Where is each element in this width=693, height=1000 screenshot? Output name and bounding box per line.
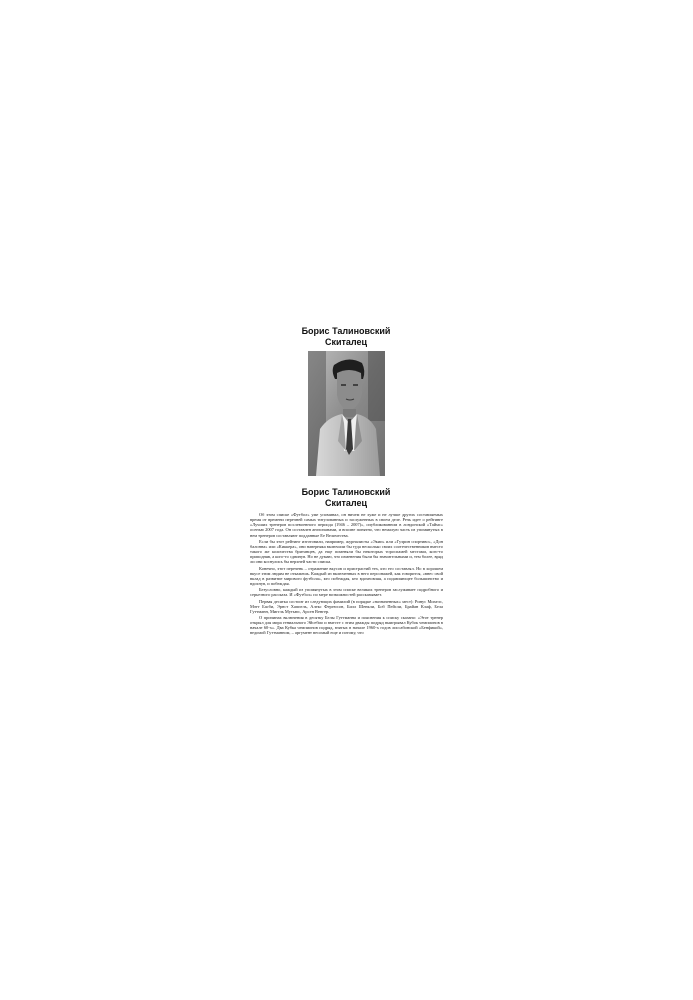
article-paragraph: Если бы этот рейтинг изготовили, например, журналисты «Экип» или «Гуэрин спортиво», «Дон балонна» или «Киккера», они наверняка включили бы туда несколько своих соотечественников вместо такого же количества британцев, да еще поменяли бы некоторых тороспамей местами, кого-то приподняв, а кого-то сдвинув. Но не думаю, что изменения были бы значительными и, тем более, вряд ли они коснулись бы верхней части списка. (250, 538, 443, 565)
caption-title: Скиталец (324, 498, 368, 508)
portrait-photo (308, 351, 385, 476)
article-paragraph: Об этом списке «Футбол» уже упоминал, он ничем не хуже и не лучше других составляемых время от времени перечней самых титулованных и заслуженных в своем деле. Речь идет о рейтинге «Лучших тренеров послевоенного периода (1946 – 2007)», опубликованном в лондонской «Таймс» осенью 2007 года. Он составлен англичанами, и вполне понятно, что немалую часть из упомянутых в нем тренеров составляют подданные Ее Величества. (250, 512, 443, 538)
caption-author: Борис Талиновский (301, 487, 391, 497)
article-paragraph: Безусловно, каждый из упомянутых в этом списке великих тренеров заслуживает подробного и серьезного рассказа. И «Футбол» по мере возможностей рассказывает. (250, 587, 443, 598)
header-author: Борис Талиновский (301, 326, 391, 336)
article-paragraph: О причинах включения в десятку Белы Гуттманна и пояснения к списку сказано: «Этот тренер открыл для мира гениального Эйсебио и вместе с этим дважды подряд выигрывал Кубок чемпионов в начале 60-х». Два Кубка чемпионов подряд, взятых в начале 1960-х годов лиссабонской «Бенфикой», ведомой Гуттманном, – аргумент весомый еще и потому, что (250, 614, 443, 636)
article-paragraph: Первая десятка состоит из следующих фамилий (в порядке «назначенных» мест): Ринус Михелс, Мэтт Басби, Эрнст Хаппель, Алекс Фергюсон, Билл Шенкли, Боб Пейсли, Брайан Клаф, Бела Гуттманн, Миггль Мутьюс, Арсен Венгер. (250, 598, 443, 614)
article-paragraph: Конечно, этот перечень – отражение вкусов и пристрастий тех, кто его составлял. Но в хорошем вкусе этим людям не откажешь. Каждый из включенных в него персонажей, как говорится, «внес свой вклад в развитие мирового футбола», кто побеждая, кто вдохновляя, а подавляющее большинство и вдохнув, и побеждая. (250, 565, 443, 587)
article-body (250, 512, 443, 637)
article-caption (246, 487, 446, 509)
header-title: Скиталец (324, 337, 368, 347)
portrait-photo-icon (308, 351, 385, 476)
page-header (246, 326, 446, 348)
